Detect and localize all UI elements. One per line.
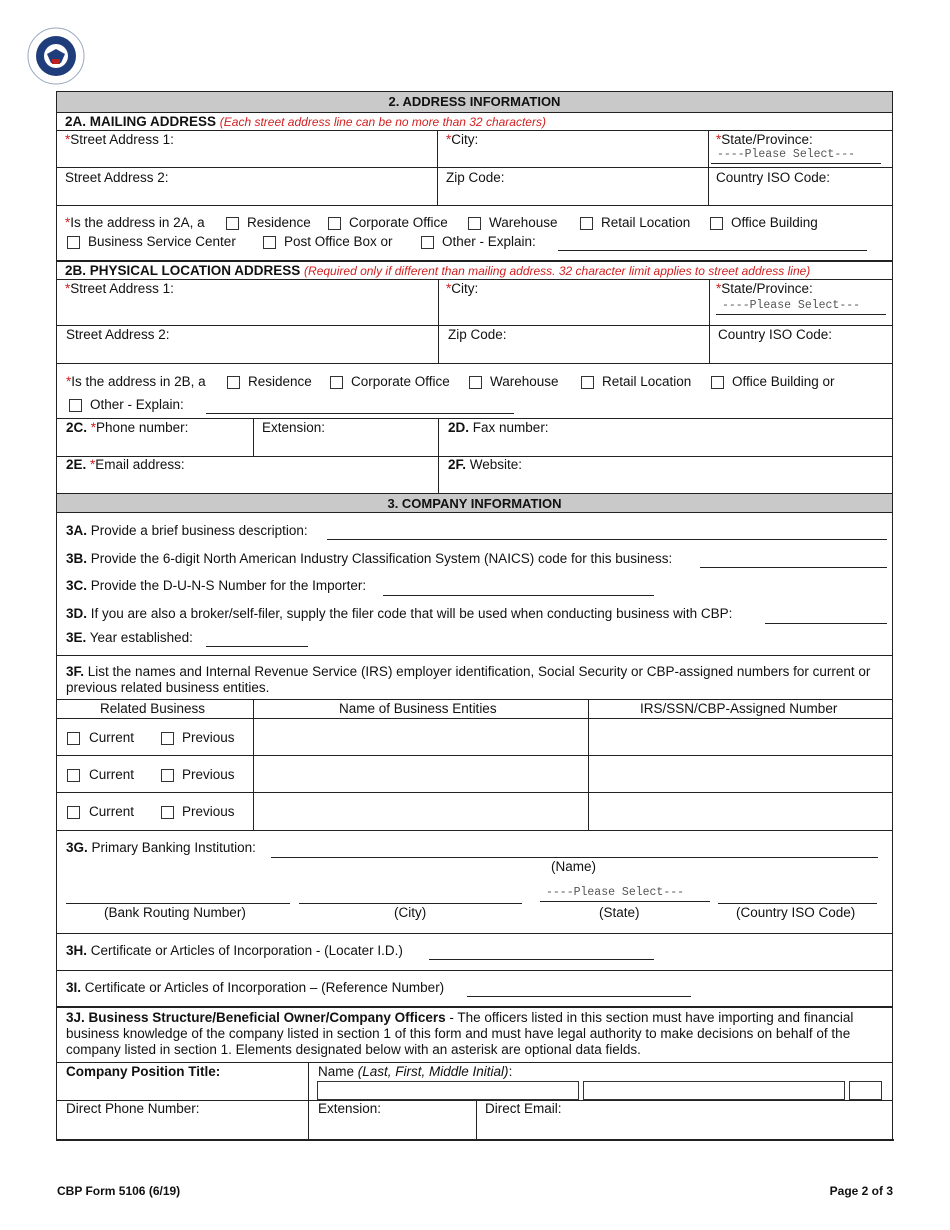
question-3h: 3H. Certificate or Articles of Incorporation - (Locater I.D.): [66, 943, 403, 958]
bank-name-caption: (Name): [551, 859, 597, 874]
previous-label: Previous: [182, 804, 235, 819]
street-address-1-field-2a[interactable]: *Street Address 1:: [65, 132, 174, 147]
business-description-input[interactable]: [327, 539, 887, 540]
naics-code-input[interactable]: [700, 567, 887, 568]
phone-extension-field[interactable]: Extension:: [262, 420, 326, 435]
section-2a-label: 2A. MAILING ADDRESS: [65, 114, 217, 129]
bank-city-input[interactable]: [299, 903, 522, 904]
checkbox-previous[interactable]: [161, 806, 174, 819]
first-name-input[interactable]: [583, 1081, 845, 1100]
option-label: Residence: [247, 215, 311, 230]
checkbox-current[interactable]: [67, 732, 80, 745]
street-address-2-field-2a[interactable]: Street Address 2:: [65, 170, 169, 185]
checkbox-corporate-office-2b[interactable]: [330, 376, 343, 389]
other-explain-input-2a[interactable]: [558, 250, 867, 251]
state-caption: (State): [599, 905, 640, 920]
previous-label: Previous: [182, 767, 235, 782]
checkbox-office-building-2a[interactable]: [710, 217, 723, 230]
current-label: Current: [89, 804, 135, 819]
other-explain-input-2b[interactable]: [206, 413, 514, 414]
question-3e: 3E. Year established:: [66, 630, 193, 645]
duns-number-input[interactable]: [383, 595, 654, 596]
country-caption: (Country ISO Code): [736, 905, 856, 920]
checkbox-previous[interactable]: [161, 769, 174, 782]
checkbox-warehouse-2b[interactable]: [469, 376, 482, 389]
section-3-header: 3. COMPANY INFORMATION: [56, 493, 893, 513]
question-3c: 3C. Provide the D-U-N-S Number for the Importer:: [66, 578, 367, 593]
current-label: Current: [89, 730, 135, 745]
question-3a: 3A. Provide a brief business description:: [66, 523, 308, 538]
option-label: Other - Explain:: [90, 397, 184, 412]
question-3d: 3D. If you are also a broker/self-filer, supply the filer code that will be used when conducting business with CBP:: [66, 606, 733, 621]
option-label: Warehouse: [489, 215, 558, 230]
option-label: Office Building or: [732, 374, 835, 389]
fax-number-field[interactable]: 2D. Fax number:: [448, 420, 549, 435]
street-address-1-field-2b[interactable]: *Street Address 1:: [65, 281, 174, 296]
page-number: Page 2 of 3: [829, 1184, 893, 1198]
checkbox-corporate-office-2a[interactable]: [328, 217, 341, 230]
checkbox-other-2b[interactable]: [69, 399, 82, 412]
section-2a-note: (Each street address line can be no more than 32 characters): [219, 115, 546, 129]
filer-code-input[interactable]: [765, 623, 887, 624]
direct-extension-field[interactable]: Extension:: [318, 1101, 382, 1116]
phone-number-field[interactable]: 2C. *Phone number:: [66, 420, 189, 435]
bank-routing-input[interactable]: [66, 903, 290, 904]
address-type-question-2a: *Is the address in 2A, a: [65, 215, 205, 230]
state-label-2b: *State/Province:: [716, 281, 813, 296]
checkbox-current[interactable]: [67, 806, 80, 819]
state-select-2b[interactable]: ----Please Select---: [716, 299, 886, 315]
zip-code-field-2a[interactable]: Zip Code:: [446, 170, 505, 185]
column-header-assigned-number: IRS/SSN/CBP-Assigned Number: [640, 701, 838, 716]
street-address-2-field-2b[interactable]: Street Address 2:: [66, 327, 170, 342]
website-field[interactable]: 2F. Website:: [448, 457, 523, 472]
checkbox-retail-location-2a[interactable]: [580, 217, 593, 230]
state-label-2a: *State/Province:: [716, 132, 813, 147]
bank-state-select[interactable]: ----Please Select---: [540, 886, 710, 902]
question-3b: 3B. Provide the 6-digit North American Industry Classification System (NAICS) code for this business:: [66, 551, 673, 566]
state-select-2a[interactable]: ----Please Select---: [711, 148, 881, 164]
city-field-2b[interactable]: *City:: [446, 281, 479, 296]
option-label: Corporate Office: [351, 374, 450, 389]
question-3i: 3I. Certificate or Articles of Incorporation – (Reference Number): [66, 980, 445, 995]
section-2-header: 2. ADDRESS INFORMATION: [56, 91, 893, 113]
option-label: Other - Explain:: [442, 234, 536, 249]
direct-email-field[interactable]: Direct Email:: [485, 1101, 562, 1116]
dhs-seal-logo: [27, 27, 85, 85]
year-established-input[interactable]: [206, 646, 308, 647]
option-label: Retail Location: [601, 215, 691, 230]
last-name-input[interactable]: [317, 1081, 579, 1100]
checkbox-business-service-center-2a[interactable]: [67, 236, 80, 249]
checkbox-previous[interactable]: [161, 732, 174, 745]
form-number: CBP Form 5106 (6/19): [57, 1184, 181, 1198]
question-3j: 3J. Business Structure/Beneficial Owner/Company Officers - The officers listed in this section must have importing and financial business knowledge of the company listed in section 1 of this form and must have legal authority to make decisions on behalf of the company listed in section 1. Elements designated below with an asterisk are optional data fields.: [66, 1010, 854, 1057]
email-address-field[interactable]: 2E. *Email address:: [66, 457, 185, 472]
direct-phone-field[interactable]: Direct Phone Number:: [66, 1101, 200, 1116]
option-label: Warehouse: [490, 374, 559, 389]
checkbox-post-office-box-2a[interactable]: [263, 236, 276, 249]
option-label: Residence: [248, 374, 312, 389]
zip-code-field-2b[interactable]: Zip Code:: [448, 327, 507, 342]
company-position-title-field[interactable]: Company Position Title:: [66, 1064, 221, 1079]
checkbox-residence-2b[interactable]: [227, 376, 240, 389]
country-iso-field-2b[interactable]: Country ISO Code:: [718, 327, 833, 342]
locater-id-input[interactable]: [429, 959, 654, 960]
reference-number-input[interactable]: [467, 996, 691, 997]
checkbox-retail-location-2b[interactable]: [581, 376, 594, 389]
question-3f: 3F. List the names and Internal Revenue Service (IRS) employer identification, Social Security or CBP-assigned numbers for current or previous related business entities.: [66, 664, 871, 695]
checkbox-office-building-2b[interactable]: [711, 376, 724, 389]
bank-name-input[interactable]: [271, 857, 878, 858]
officer-name-label: Name (Last, First, Middle Initial):: [318, 1064, 513, 1079]
checkbox-other-2a[interactable]: [421, 236, 434, 249]
current-label: Current: [89, 767, 135, 782]
country-iso-field-2a[interactable]: Country ISO Code:: [716, 170, 831, 185]
option-label: Retail Location: [602, 374, 692, 389]
option-label: Post Office Box or: [284, 234, 393, 249]
option-label: Corporate Office: [349, 215, 448, 230]
section-2b-label: 2B. PHYSICAL LOCATION ADDRESS: [65, 263, 301, 278]
checkbox-residence-2a[interactable]: [226, 217, 239, 230]
section-2b-note: (Required only if different than mailing address. 32 character limit applies to street address line): [304, 264, 811, 278]
previous-label: Previous: [182, 730, 235, 745]
column-header-business-entity-name: Name of Business Entities: [339, 701, 497, 716]
checkbox-warehouse-2a[interactable]: [468, 217, 481, 230]
city-caption: (City): [394, 905, 427, 920]
bank-country-input[interactable]: [718, 903, 877, 904]
question-3g: 3G. Primary Banking Institution:: [66, 840, 256, 855]
checkbox-current[interactable]: [67, 769, 80, 782]
column-header-related-business: Related Business: [100, 701, 206, 716]
routing-caption: (Bank Routing Number): [104, 905, 246, 920]
city-field-2a[interactable]: *City:: [446, 132, 479, 147]
address-type-question-2b: *Is the address in 2B, a: [66, 374, 206, 389]
middle-initial-input[interactable]: [849, 1081, 882, 1100]
option-label: Business Service Center: [88, 234, 236, 249]
option-label: Office Building: [731, 215, 818, 230]
